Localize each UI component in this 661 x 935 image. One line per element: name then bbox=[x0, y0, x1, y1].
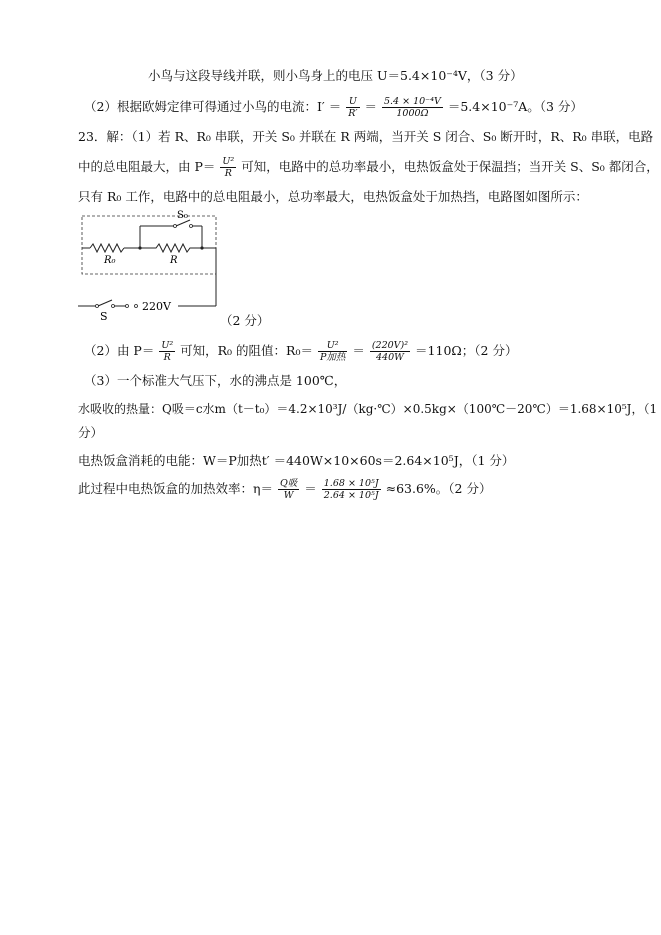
line-2-prefix: （2）根据欧姆定律可得通过小鸟的电流：I′ ＝ bbox=[84, 99, 342, 114]
fraction-voltage-over-resistance: $\frac{\text{5.4 × 10⁻⁴V}}{1000\Omega}$ bbox=[383, 96, 441, 119]
fraction-heat-over-energy: $\frac{\text{1.68 × 10⁵J}}{\text{2.64 × 10⁵J}}$ bbox=[323, 478, 379, 501]
circuit-diagram bbox=[78, 208, 228, 320]
line-10: 分） bbox=[78, 425, 104, 440]
dashed-enclosure bbox=[82, 216, 216, 274]
fraction-220v-squared-over-440w: $\frac{\text{(220V)²}}{440W}$ bbox=[371, 340, 409, 363]
line-7: （2）由 P＝ $\frac{\text{U²}}{R}$ 可知，R₀ 的阻值：R₀＝ $\frac{\text{U²}}{\text{P加热}}$ ＝ $\frac{\text{(220V)²}}{440W}$ ＝110Ω；（2 分） bbox=[84, 340, 518, 363]
line-8: （3）一个标准大气压下，水的沸点是 100℃， bbox=[84, 373, 347, 388]
label-r0: R₀ bbox=[104, 255, 116, 266]
label-s: S bbox=[100, 310, 108, 320]
line-9: 水吸收的热量：Q吸＝c水m（t－t₀）＝4.2×10³J/（kg·℃）×0.5kg×（100℃－20℃）＝1.68×10⁵J，（1 bbox=[78, 402, 658, 416]
line-4: 中的总电阻最大，由 P＝ $\frac{\text{U²}}{R}$ 可知，电路中的总功率最小，电热饭盒处于保温挡；当开关 S、S₀ 都闭合， bbox=[78, 156, 659, 179]
line-3: 23．解：（1）若 R、R₀ 串联，开关 S₀ 并联在 R 两端，当开关 S 闭合、S₀ 断开时，R、R₀ 串联，电路 bbox=[78, 129, 654, 144]
fraction-u2-over-r: $\frac{\text{U²}}{R}$ bbox=[222, 156, 235, 179]
line-2-suffix: ＝5.4×10⁻⁷A。（3 分） bbox=[447, 99, 583, 114]
fraction-u2-over-p: $\frac{\text{U²}}{\text{P加热}}$ bbox=[319, 340, 346, 363]
label-voltage: 220V bbox=[142, 300, 171, 313]
line-11: 电热饭盒消耗的电能：W＝P加热t′ ＝440W×10×60s＝2.64×10⁵J，（1 分） bbox=[78, 453, 515, 468]
line-2: （2）根据欧姆定律可得通过小鸟的电流：I′ ＝ $\frac{U}{R'}$ ＝ $\frac{\text{5.4 × 10⁻⁴V}}{1000\Omega}$ ＝5.4×10⁻⁷A。（3 分） bbox=[84, 96, 583, 119]
label-s0: S₀ bbox=[177, 210, 188, 221]
label-r: R bbox=[170, 255, 178, 266]
fraction-u-over-r: $\frac{U}{R'}$ bbox=[348, 96, 358, 119]
line-12: 此过程中电热饭盒的加热效率：η＝ $\frac{\text{Q吸}}{W}$ ＝ $\frac{\text{1.68 × 10⁵J}}{\text{2.64 × 10⁵J}}$ ≈63.6%。（2 分） bbox=[78, 478, 492, 501]
resistor-r bbox=[140, 244, 202, 252]
line-1: 小鸟与这段导线并联，则小鸟身上的电压 U＝5.4×10⁻⁴V，（3 分） bbox=[148, 68, 523, 83]
fraction-u2-over-r-2: $\frac{\text{U²}}{R}$ bbox=[161, 340, 174, 363]
resistor-r0 bbox=[90, 244, 124, 252]
fraction-q-over-w: $\frac{\text{Q吸}}{W}$ bbox=[279, 478, 298, 501]
switch-s bbox=[98, 300, 112, 306]
line-6-score: （2 分） bbox=[220, 313, 270, 328]
line-5: 只有 R₀ 工作，电路中的总电阻最小，总功率最大，电热饭盒处于加热挡，电路图如图所示： bbox=[78, 189, 588, 204]
